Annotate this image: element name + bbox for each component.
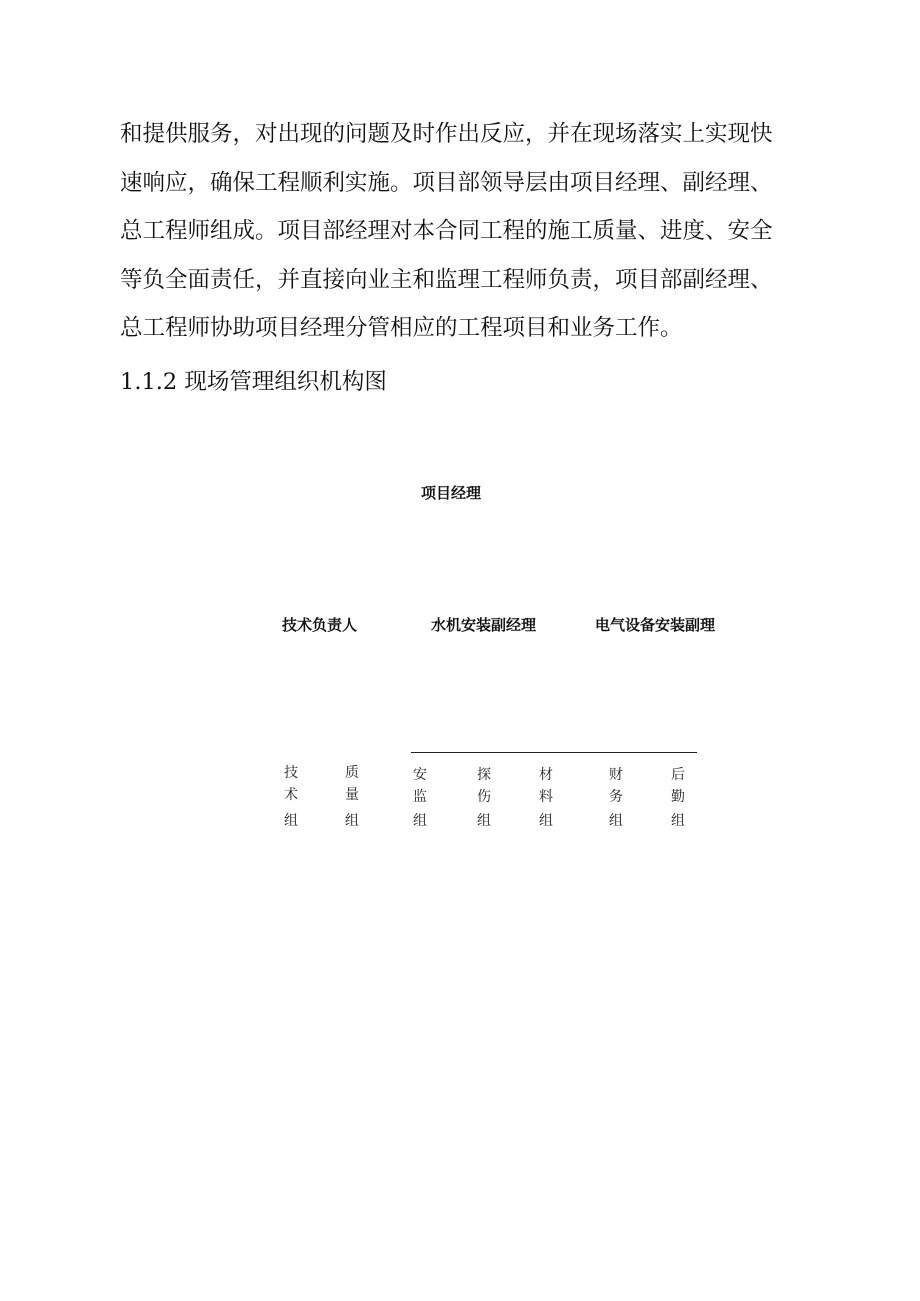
team-char: 勤 (671, 789, 685, 805)
paragraph-line: 等负全面责任，并直接向业主和监理工程师负责，项目部副经理、 (120, 266, 773, 293)
team-quality (341, 762, 363, 832)
team-flaw-detection (473, 764, 495, 832)
team-char: 组 (477, 813, 491, 829)
team-char: 监 (413, 789, 427, 805)
team-logistics (667, 764, 689, 832)
paragraph-line: 速响应，确保工程顺利实施。项目部领导层由项目经理、副经理、 (120, 169, 773, 196)
team-char: 安 (413, 767, 427, 783)
team-char: 组 (671, 813, 685, 829)
team-finance (605, 764, 627, 832)
team-char: 量 (345, 787, 359, 803)
team-char: 技 (284, 765, 298, 781)
org-node-electrical-deputy-manager: 电气设备安装副理 (595, 616, 716, 634)
team-char: 后 (671, 767, 685, 783)
body-paragraph (120, 110, 810, 353)
team-char: 组 (284, 813, 298, 829)
paragraph-line: 总工程师组成。项目部经理对本合同工程的施工质量、进度、安全 (120, 218, 773, 244)
paragraph-line: 和提供服务，对出现的问题及时作出反应，并在现场落实上实现快 (120, 121, 773, 147)
team-materials (535, 764, 557, 832)
team-technical (280, 762, 302, 832)
team-char: 组 (539, 813, 553, 829)
team-char: 组 (609, 813, 623, 829)
team-char: 财 (609, 767, 623, 783)
paragraph-line: 总工程师协助项目经理分管相应的工程项目和业务工作。 (120, 315, 683, 341)
team-char: 材 (539, 767, 553, 783)
section-heading: 1.1.2 现场管理组织机构图 (120, 369, 387, 395)
team-char: 质 (345, 765, 359, 781)
org-node-technical-lead: 技术负责人 (282, 616, 358, 634)
team-safety (409, 764, 431, 832)
org-connector-line (411, 752, 697, 753)
team-char: 料 (539, 789, 553, 805)
team-char: 伤 (477, 789, 491, 805)
team-char: 术 (284, 787, 298, 803)
org-node-project-manager: 项目经理 (421, 484, 482, 502)
org-node-hydro-deputy-manager: 水机安装副经理 (431, 616, 537, 634)
team-char: 组 (413, 813, 427, 829)
team-char: 探 (477, 767, 491, 783)
team-char: 务 (609, 789, 623, 805)
team-char: 组 (345, 813, 359, 829)
